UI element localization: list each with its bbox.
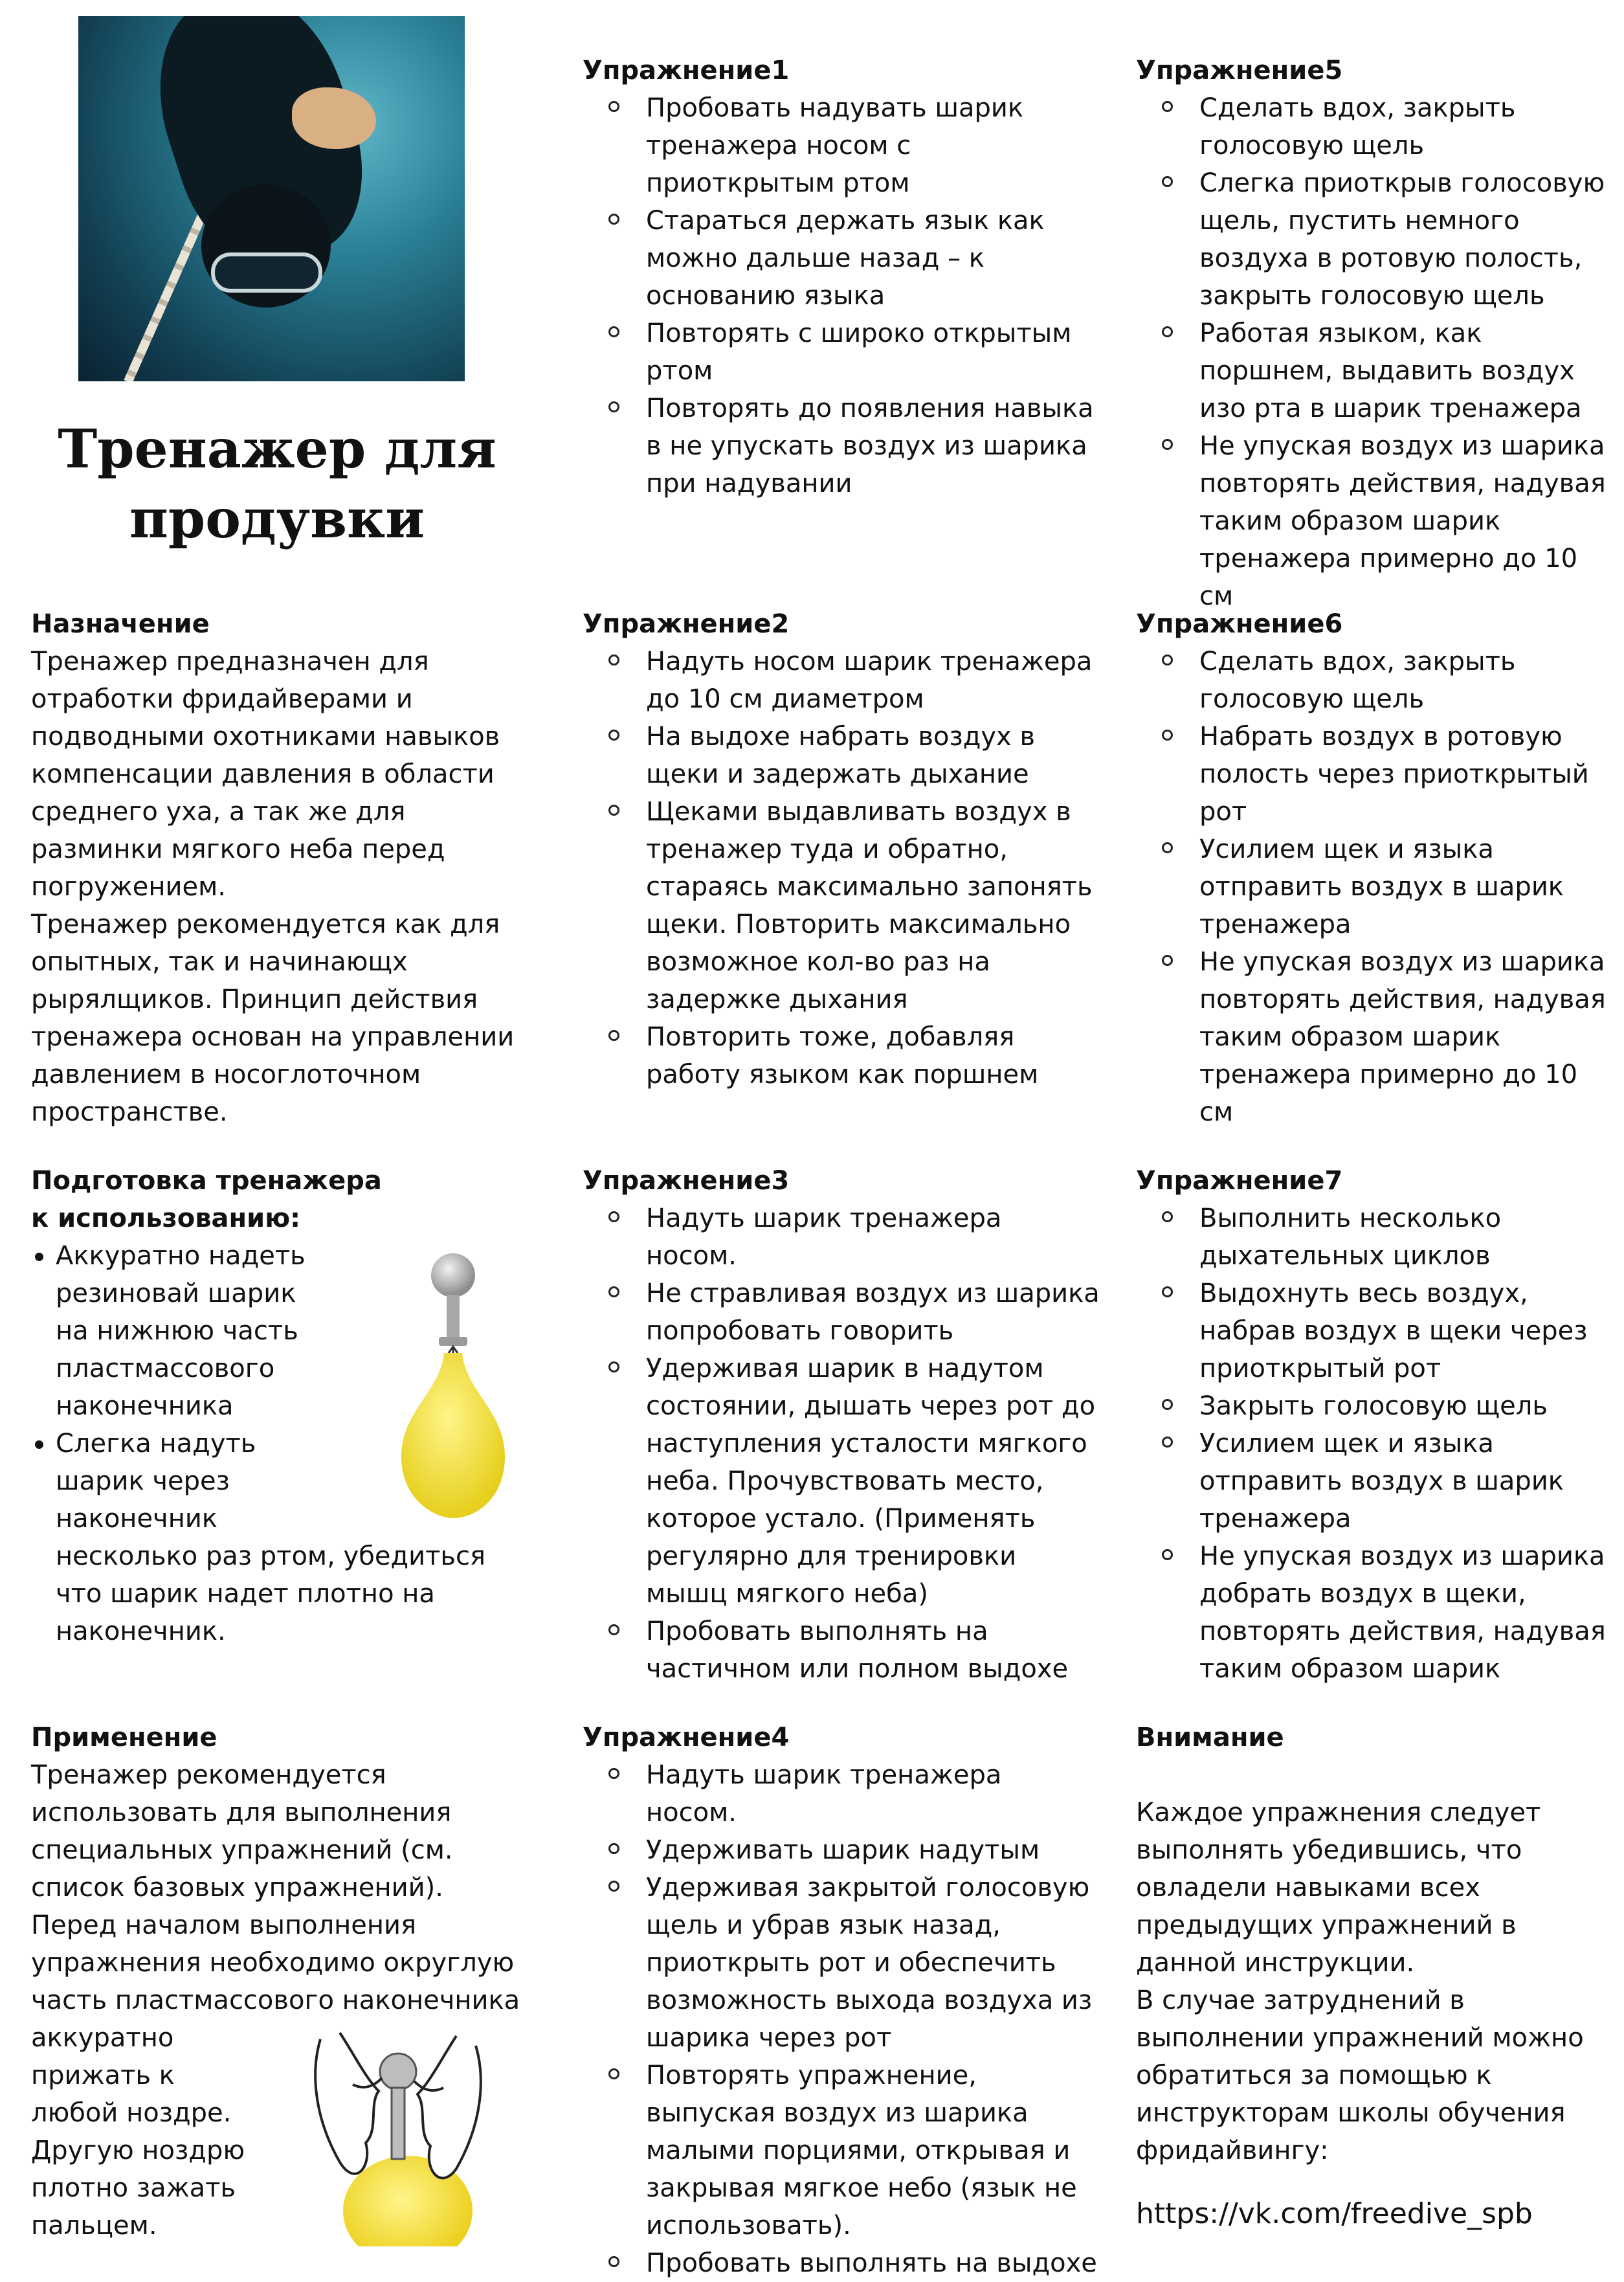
list-item: Пробовать выполнять на частичном или полном выдохе <box>583 1613 1100 1688</box>
list-item: Работая языком, как поршнем, выдавить воздух изо рта в шарик тренажера <box>1136 315 1615 427</box>
exercise-heading: Упражнение5 <box>1136 56 1343 85</box>
prep-heading: Подготовка тренажера к использованию: <box>31 1166 382 1233</box>
list-item: Стараться держать язык как можно дальше назад – к основанию языка <box>583 202 1100 315</box>
list-item: Аккуратно надеть резиновай шарик на нижнюю часть пластмассового наконечника <box>31 1237 523 1425</box>
section-purpose <box>31 605 523 1131</box>
list-item: Удерживать шарик надутым <box>583 1831 1100 1869</box>
list-item: Не упуская воздух из шарика повторять действия, надувая таким образом шарик тренажера примерно до 10 см <box>1136 427 1615 615</box>
list-item: Сделать вдох, закрыть голосовую щель <box>1136 643 1615 718</box>
list-item: Сделать вдох, закрыть голосовую щель <box>1136 89 1615 164</box>
list-item: Не стравливая воздух из шарика попробовать говорить <box>583 1275 1100 1350</box>
contact-link[interactable]: https://vk.com/freedive_spb <box>1136 2197 1533 2230</box>
list-item: Слегка приоткрыв голосовую щель, пустить немного воздуха в ротовую полость, закрыть голосовую щель <box>1136 164 1615 315</box>
list-item: Надуть носом шарик тренажера до 10 см диаметром <box>583 643 1100 718</box>
purpose-heading: Назначение <box>31 609 210 639</box>
application-heading: Применение <box>31 1723 217 1752</box>
list-item: Удерживая шарик в надутом состоянии, дышать через рот до наступления усталости мягкого неба. Прочувствовать место, которое устало. (Применять регулярно для тренировки мышц мягкого неба) <box>583 1350 1100 1613</box>
freediver-photo <box>78 16 465 381</box>
application-text-1: Тренажер рекомендуется использовать для выполнения специальных упражнений (см. список базовых упражнений). <box>31 1760 453 1903</box>
exercise-4 <box>583 1719 1100 2282</box>
list-item: Выполнить несколько дыхательных циклов <box>1136 1200 1615 1275</box>
list-item: Надуть шарик тренажера носом. <box>583 1756 1100 1831</box>
list-item: Удерживая закрытой голосовую щель и убрав язык назад, приоткрыть рот и обеспечить возможность выхода воздуха из шарика через рот <box>583 1869 1100 2057</box>
list-item: На выдохе набрать воздух в щеки и задержать дыхание <box>583 718 1100 793</box>
exercise-heading: Упражнение1 <box>583 56 790 85</box>
exercise-6 <box>1136 605 1615 1131</box>
attention-heading: Внимание <box>1136 1723 1284 1752</box>
list-item: Усилием щек и языка отправить воздух в шарик тренажера <box>1136 1425 1615 1538</box>
balloon-trainer-illustration <box>388 1249 518 1521</box>
exercise-1 <box>583 52 1100 502</box>
exercise-7 <box>1136 1162 1615 1688</box>
list-item: Усилием щек и языка отправить воздух в шарик тренажера <box>1136 831 1615 943</box>
exercise-2 <box>583 605 1100 1093</box>
list-item: Набрать воздух в ротовую полость через приоткрытый рот <box>1136 718 1615 831</box>
list-item: Слегка надуть шарик через наконечник несколько раз ртом, убедиться что шарик надет плотно на наконечник. <box>31 1425 523 1650</box>
application-text-2: Перед началом выполнения упражнения необходимо округлую часть пластмассового наконечника <box>31 1910 520 2015</box>
application-text-3: аккуратно прижать к любой ноздре. Другую ноздрю плотно зажать пальцем. <box>31 2023 245 2241</box>
list-item: Не упуская воздух из шарика добрать воздух в щеки, повторять действия, надувая таким образом шарик <box>1136 1538 1615 1688</box>
list-item: Пробовать выполнять на выдохе <box>583 2244 1100 2282</box>
exercise-heading: Упражнение4 <box>583 1723 790 1752</box>
purpose-text-1: Тренажер предназначен для отработки фридайверами и подводными охотниками навыков компенсации давления в области среднего уха, а так же для разминки мягкого неба перед погружением. <box>31 647 500 902</box>
list-item: Повторять до появления навыка в не упускать воздух из шарика при надувании <box>583 390 1100 502</box>
attention-text-1: Каждое упражнения следует выполнять убедившись, что овладели навыками всех предыдущих упражнений в данной инструкции. <box>1136 1798 1541 1978</box>
exercise-3 <box>583 1162 1100 1688</box>
exercise-5 <box>1136 52 1615 615</box>
page-title: Тренажер для продувки <box>58 418 496 550</box>
list-item: Закрыть голосовую щель <box>1136 1387 1615 1425</box>
purpose-text-2: Тренажер рекомендуется как для опытных, так и начинающх рырялщиков. Принцип действия тренажера основан на управлении давлением в носоглоточном пространстве. <box>31 910 515 1127</box>
list-item: Надуть шарик тренажера носом. <box>583 1200 1100 1275</box>
exercise-heading: Упражнение6 <box>1136 609 1343 639</box>
list-item: Выдохнуть весь воздух, набрав воздух в щеки через приоткрытый рот <box>1136 1275 1615 1387</box>
exercise-heading: Упражнение3 <box>583 1166 790 1196</box>
exercise-heading: Упражнение7 <box>1136 1166 1343 1196</box>
list-item: Не упуская воздух из шарика повторять действия, надувая таким образом шарик тренажера примерно до 10 см <box>1136 943 1615 1131</box>
list-item: Щеками выдавливать воздух в тренажер туда и обратно, стараясь максимально запонять щеки. Повторить максимально возможное кол-во раз на задержке дыхания <box>583 793 1100 1018</box>
list-item: Повторять с широко открытым ртом <box>583 315 1100 390</box>
list-item: Повторить тоже, добавляя работу языком как поршнем <box>583 1018 1100 1093</box>
attention-text-2: В случае затруднений в выполнении упражнений можно обратиться за помощью к инструкторам школы обучения фридайвингу: <box>1136 1986 1584 2165</box>
list-item: Повторять упражнение, выпуская воздух из шарика малыми порциями, открывая и закрывая мягкое небо (язык не использовать). <box>583 2057 1100 2244</box>
list-item: Пробовать надувать шарик тренажера носом с приоткрытым ртом <box>583 89 1100 202</box>
hands-trainer-illustration <box>301 2026 495 2246</box>
exercise-heading: Упражнение2 <box>583 609 790 639</box>
section-attention <box>1136 1719 1615 2233</box>
